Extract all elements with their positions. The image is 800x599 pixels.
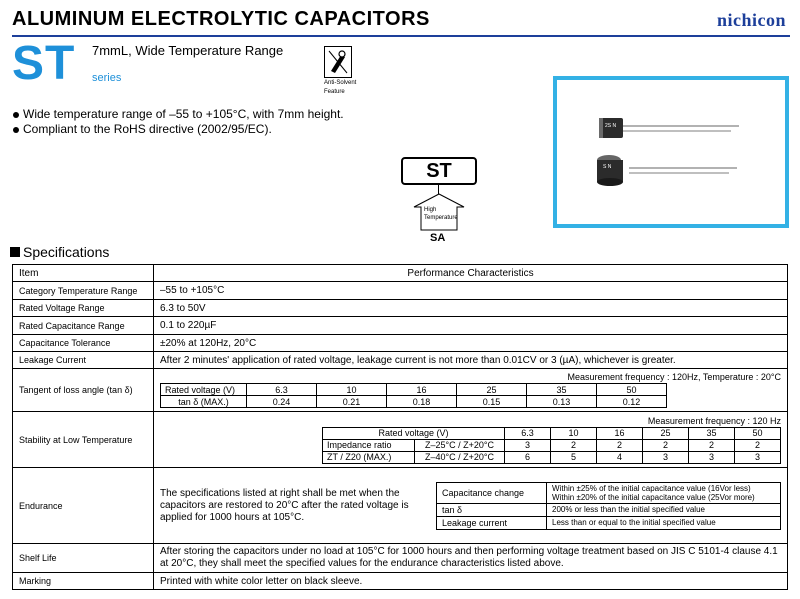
stability-condition: Z–40°C / Z+20°C [415,451,505,463]
stability-value: 4 [597,451,643,463]
col-header-item: Item [13,265,154,282]
series-diagram-box: ST [401,157,477,185]
tangent-voltage: 10 [317,384,387,396]
row-item-label: Rated Capacitance Range [13,317,154,335]
stability-voltage: 35 [689,427,735,439]
header-divider [12,35,790,37]
tangent-voltage-row [161,384,667,396]
table-row [13,573,788,590]
row-value: After 2 minutes' application of rated voltage, leakage current is not more than 0.01CV or 3 (µA), whichever is greater. [154,352,788,369]
arrow-label [424,206,458,222]
row-value: 6.3 to 50V [154,300,788,317]
stability-header-label: Rated voltage (V) [323,427,505,439]
row-value: 0.1 to 220µF [154,317,788,335]
arrow-label-line1: High [424,207,437,213]
endurance-value: Less than or equal to the initial specified value [547,516,781,529]
endurance-table [436,482,781,530]
tangent-value: 0.13 [527,396,597,408]
row-item-label: Endurance [13,468,154,544]
tangent-voltage: 16 [387,384,457,396]
row-value: Printed with white color letter on black sleeve. [154,573,788,590]
table-row [13,412,788,468]
row-item-label: Tangent of loss angle (tan δ) [13,369,154,412]
endurance-cap-line-1: Within ±25% of the initial capacitance value (16Vor less) [552,483,751,493]
series-code: ST [12,37,76,90]
table-row [13,282,788,300]
table-row [13,468,788,544]
tangent-cell [154,369,788,412]
specifications-heading [10,244,109,260]
stability-cell [154,412,788,468]
stability-value: 5 [551,451,597,463]
capacitor-photo-image [557,80,785,224]
table-row [13,335,788,352]
anti-solvent-icon [324,46,352,78]
specifications-table [12,264,788,590]
row-item-label: Shelf Life [13,544,154,573]
table-row [13,544,788,573]
endurance-row-tan [437,503,781,516]
stability-voltage: 16 [597,427,643,439]
product-photo [553,76,789,228]
feature-item: Compliant to the RoHS directive (2002/95/EC). [12,122,344,137]
endurance-key: Leakage current [437,516,547,529]
badge-label-1: Anti-Solvent [324,80,357,86]
related-series-label: SA [430,232,446,244]
endurance-cell [154,468,788,544]
stability-row-2 [323,451,781,463]
row-value: After storing the capacitors under no load at 105°C for 1000 hours and then performing voltage treatment based on JIS C 5101-4 clause 4.1 at 20°C, they shall meet the specified values for the endurance characteristics listed above. [154,544,788,573]
table-row [13,369,788,412]
series-word: series [92,72,122,84]
endurance-row-cap [437,482,781,503]
endurance-key: Capacitance change [437,482,547,503]
stability-condition: Z–25°C / Z+20°C [415,439,505,451]
tangent-value: 0.18 [387,396,457,408]
feature-item: Wide temperature range of –55 to +105°C, with 7mm height. [12,107,344,122]
stability-table [322,427,781,464]
stability-value: 3 [735,451,781,463]
stability-value: 6 [505,451,551,463]
tangent-row-label: tan δ (MAX.) [161,396,247,408]
stability-voltage: 10 [551,427,597,439]
series-subtitle: 7mmL, Wide Temperature Range [92,43,284,58]
capacitor-2-print: S N [603,164,612,170]
tangent-value: 0.15 [457,396,527,408]
measurement-note: Measurement frequency : 120 Hz [647,415,781,426]
col-header-performance: Performance Characteristics [154,265,788,282]
stability-value: 2 [643,439,689,451]
tangent-voltage: 25 [457,384,527,396]
arrow-label-line2: Temperature [424,215,458,221]
endurance-value: 200% or less than the initial specified value [547,503,781,516]
tangent-table [160,383,667,408]
endurance-value [547,482,781,503]
row-value: –55 to +105°C [154,282,788,300]
row-value: ±20% at 120Hz, 20°C [154,335,788,352]
tangent-voltage: 35 [527,384,597,396]
anti-solvent-badge [324,46,356,96]
heading-square-icon [10,247,20,257]
measurement-note: Measurement frequency : 120Hz, Temperature : 20°C [567,372,781,382]
stability-voltage-row [323,427,781,439]
row-item-label: Rated Voltage Range [13,300,154,317]
tangent-value: 0.24 [247,396,317,408]
stability-voltage: 50 [735,427,781,439]
tangent-header-label: Rated voltage (V) [161,384,247,396]
tangent-value: 0.12 [597,396,667,408]
header-title: ALUMINUM ELECTROLYTIC CAPACITORS [12,8,430,30]
endurance-content [160,482,781,530]
specifications-heading-text: Specifications [23,244,110,260]
endurance-cap-line-2: Within ±20% of the initial capacitance value (25Vor more) [552,492,755,502]
badge-label-2: Feature [324,89,345,95]
spec-header-row [13,265,788,282]
stability-label-2: ZT / Z20 (MAX.) [323,451,415,463]
brand-logo: nichicon [716,10,786,30]
table-row [13,300,788,317]
endurance-row-leak [437,516,781,529]
tangent-voltage: 6.3 [247,384,317,396]
table-row [13,352,788,369]
row-item-label: Leakage Current [13,352,154,369]
stability-label-1: Impedance ratio [323,439,415,451]
stability-value: 2 [735,439,781,451]
row-item-label: Category Temperature Range [13,282,154,300]
row-item-label: Capacitance Tolerance [13,335,154,352]
stability-row-1 [323,439,781,451]
endurance-text: The specifications listed at right shall be met when the capacitors are restored to 20°C after the rated voltage is applied for 1000 hours at 105°C. [160,487,409,523]
tangent-voltage: 50 [597,384,667,396]
row-item-label: Marking [13,573,154,590]
tangent-value: 0.21 [317,396,387,408]
stability-value: 2 [551,439,597,451]
endurance-key: tan δ [437,503,547,516]
feature-list [12,107,344,137]
stability-value: 3 [689,451,735,463]
stability-value: 3 [505,439,551,451]
table-row [13,317,788,335]
row-item-label: Stability at Low Temperature [13,412,154,468]
tangent-value-row [161,396,667,408]
stability-value: 2 [689,439,735,451]
stability-voltage: 25 [643,427,689,439]
stability-value: 3 [643,451,689,463]
stability-value: 2 [597,439,643,451]
capacitor-1-print: 2S N [605,123,617,129]
stability-voltage: 6.3 [505,427,551,439]
